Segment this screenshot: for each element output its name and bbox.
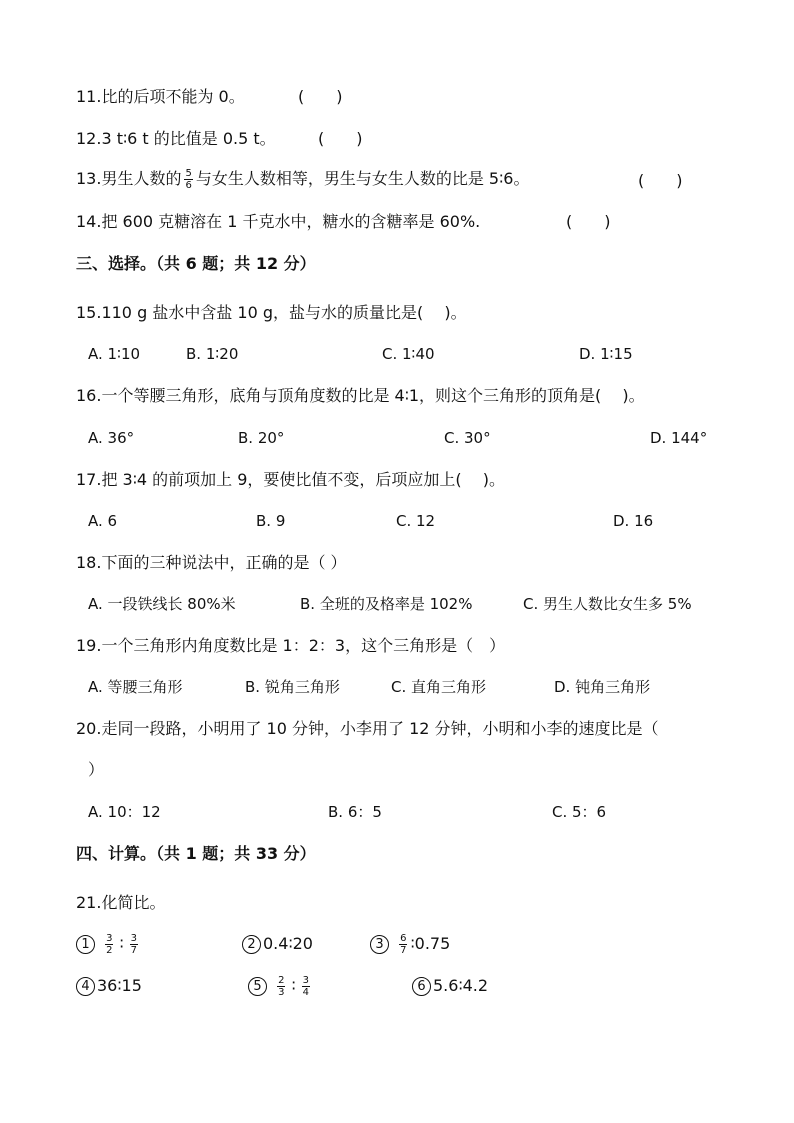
option-18-a[interactable]: A. 一段铁线长 80%米 [88,595,236,613]
question-18: 18.下面的三种说法中，正确的是（ ） [76,553,347,572]
question-14-text: 14.把 600 克糖溶在 1 千克水中，糖水的含糖率是 60%. [76,212,481,231]
calc-item-1 [76,931,141,957]
option-19-d[interactable]: D. 钝角三角形 [554,678,651,696]
question-11 [76,86,245,108]
section-3-heading: 三、选择。（共 6 题；共 12 分） [76,254,316,273]
ratio-colon: ∶ [291,976,296,995]
option-19-b[interactable]: B. 锐角三角形 [245,678,340,696]
option-17-c[interactable]: C. 12 [396,512,436,530]
fraction-numerator: 3 [106,933,113,944]
option-16-c[interactable]: C. 30° [444,429,491,447]
fraction-denominator: 7 [130,945,138,956]
fraction-numerator: 6 [400,933,407,944]
question-13-pre: 13.男生人数的 [76,169,182,188]
question-12 [76,128,276,150]
option-15-d[interactable]: D. 1∶15 [579,345,633,363]
fraction [184,168,192,191]
fraction-denominator: 4 [302,987,310,998]
fraction-numerator: 2 [278,975,285,986]
option-17-b[interactable]: B. 9 [256,512,286,530]
question-13 [76,168,529,191]
answer-paren-11[interactable]: ( ) [298,87,343,106]
question-12-text: 12.3 t∶6 t 的比值是 0.5 t。 [76,129,276,148]
fraction-denominator: 7 [400,945,407,956]
question-13-post: 与女生人数相等，男生与女生人数的比是 5∶6。 [195,169,530,188]
calc-item-6 [412,973,488,999]
circled-number: 6 [412,977,431,996]
answer-paren-14[interactable]: ( ) [566,212,611,231]
fraction-numerator: 3 [302,975,310,986]
answer-paren-12[interactable]: ( ) [318,129,363,148]
option-15-c[interactable]: C. 1∶40 [382,345,435,363]
fraction-denominator: 6 [185,180,192,191]
question-16: 16.一个等腰三角形，底角与顶角度数的比是 4∶1，则这个三角形的顶角是( )。 [76,386,645,405]
circled-number: 2 [242,935,261,954]
calc-item-4 [76,973,142,999]
fraction-denominator: 2 [106,945,113,956]
circled-number: 3 [370,935,389,954]
fraction [399,933,407,956]
fraction [277,975,285,998]
option-19-a[interactable]: A. 等腰三角形 [88,678,183,696]
circled-number: 5 [248,977,267,996]
calc-item-5 [248,973,313,999]
option-20-a[interactable]: A. 10：12 [88,803,161,821]
option-16-b[interactable]: B. 20° [238,429,285,447]
ratio-colon: ∶ [119,934,124,953]
answer-paren-13[interactable]: ( ) [638,171,683,190]
option-19-c[interactable]: C. 直角三角形 [391,678,487,696]
option-20-b[interactable]: B. 6：5 [328,803,382,821]
fraction-numerator: 5 [185,168,192,179]
calc-item-2 [242,931,313,957]
option-15-b[interactable]: B. 1∶20 [186,345,239,363]
option-15-a[interactable]: A. 1∶10 [88,345,141,363]
question-21: 21.化简比。 [76,893,166,912]
question-11-text: 11.比的后项不能为 0。 [76,87,245,106]
circled-number: 1 [76,935,95,954]
option-17-a[interactable]: A. 6 [88,512,118,530]
fraction [302,975,310,998]
question-20-close-paren: ） [88,760,105,779]
question-19: 19.一个三角形内角度数比是 1：2：3，这个三角形是（ ） [76,636,506,655]
question-14 [76,211,480,233]
section-4-heading: 四、计算。（共 1 题；共 33 分） [76,844,316,863]
fraction-denominator: 3 [278,987,285,998]
fraction [105,933,113,956]
calc-expression: 0.4∶20 [263,934,313,953]
calc-expression: 36∶15 [97,976,142,995]
option-17-d[interactable]: D. 16 [613,512,654,530]
calc-expression: 5.6∶4.2 [433,976,489,995]
option-20-c[interactable]: C. 5：6 [552,803,607,821]
calc-item-3 [370,931,450,957]
option-18-c[interactable]: C. 男生人数比女生多 5% [523,595,692,613]
question-20: 20.走同一段路，小明用了 10 分钟，小李用了 12 分钟，小明和小李的速度比是（ [76,719,659,738]
fraction-numerator: 3 [130,933,138,944]
option-16-d[interactable]: D. 144° [650,429,708,447]
calc-expression: ∶0.75 [410,934,451,953]
option-16-a[interactable]: A. 36° [88,429,135,447]
question-15: 15.110 g 盐水中含盐 10 g，盐与水的质量比是( )。 [76,303,467,322]
circled-number: 4 [76,977,95,996]
option-18-b[interactable]: B. 全班的及格率是 102% [300,595,473,613]
question-17: 17.把 3∶4 的前项加上 9，要使比值不变，后项应加上( )。 [76,470,505,489]
fraction [130,933,138,956]
